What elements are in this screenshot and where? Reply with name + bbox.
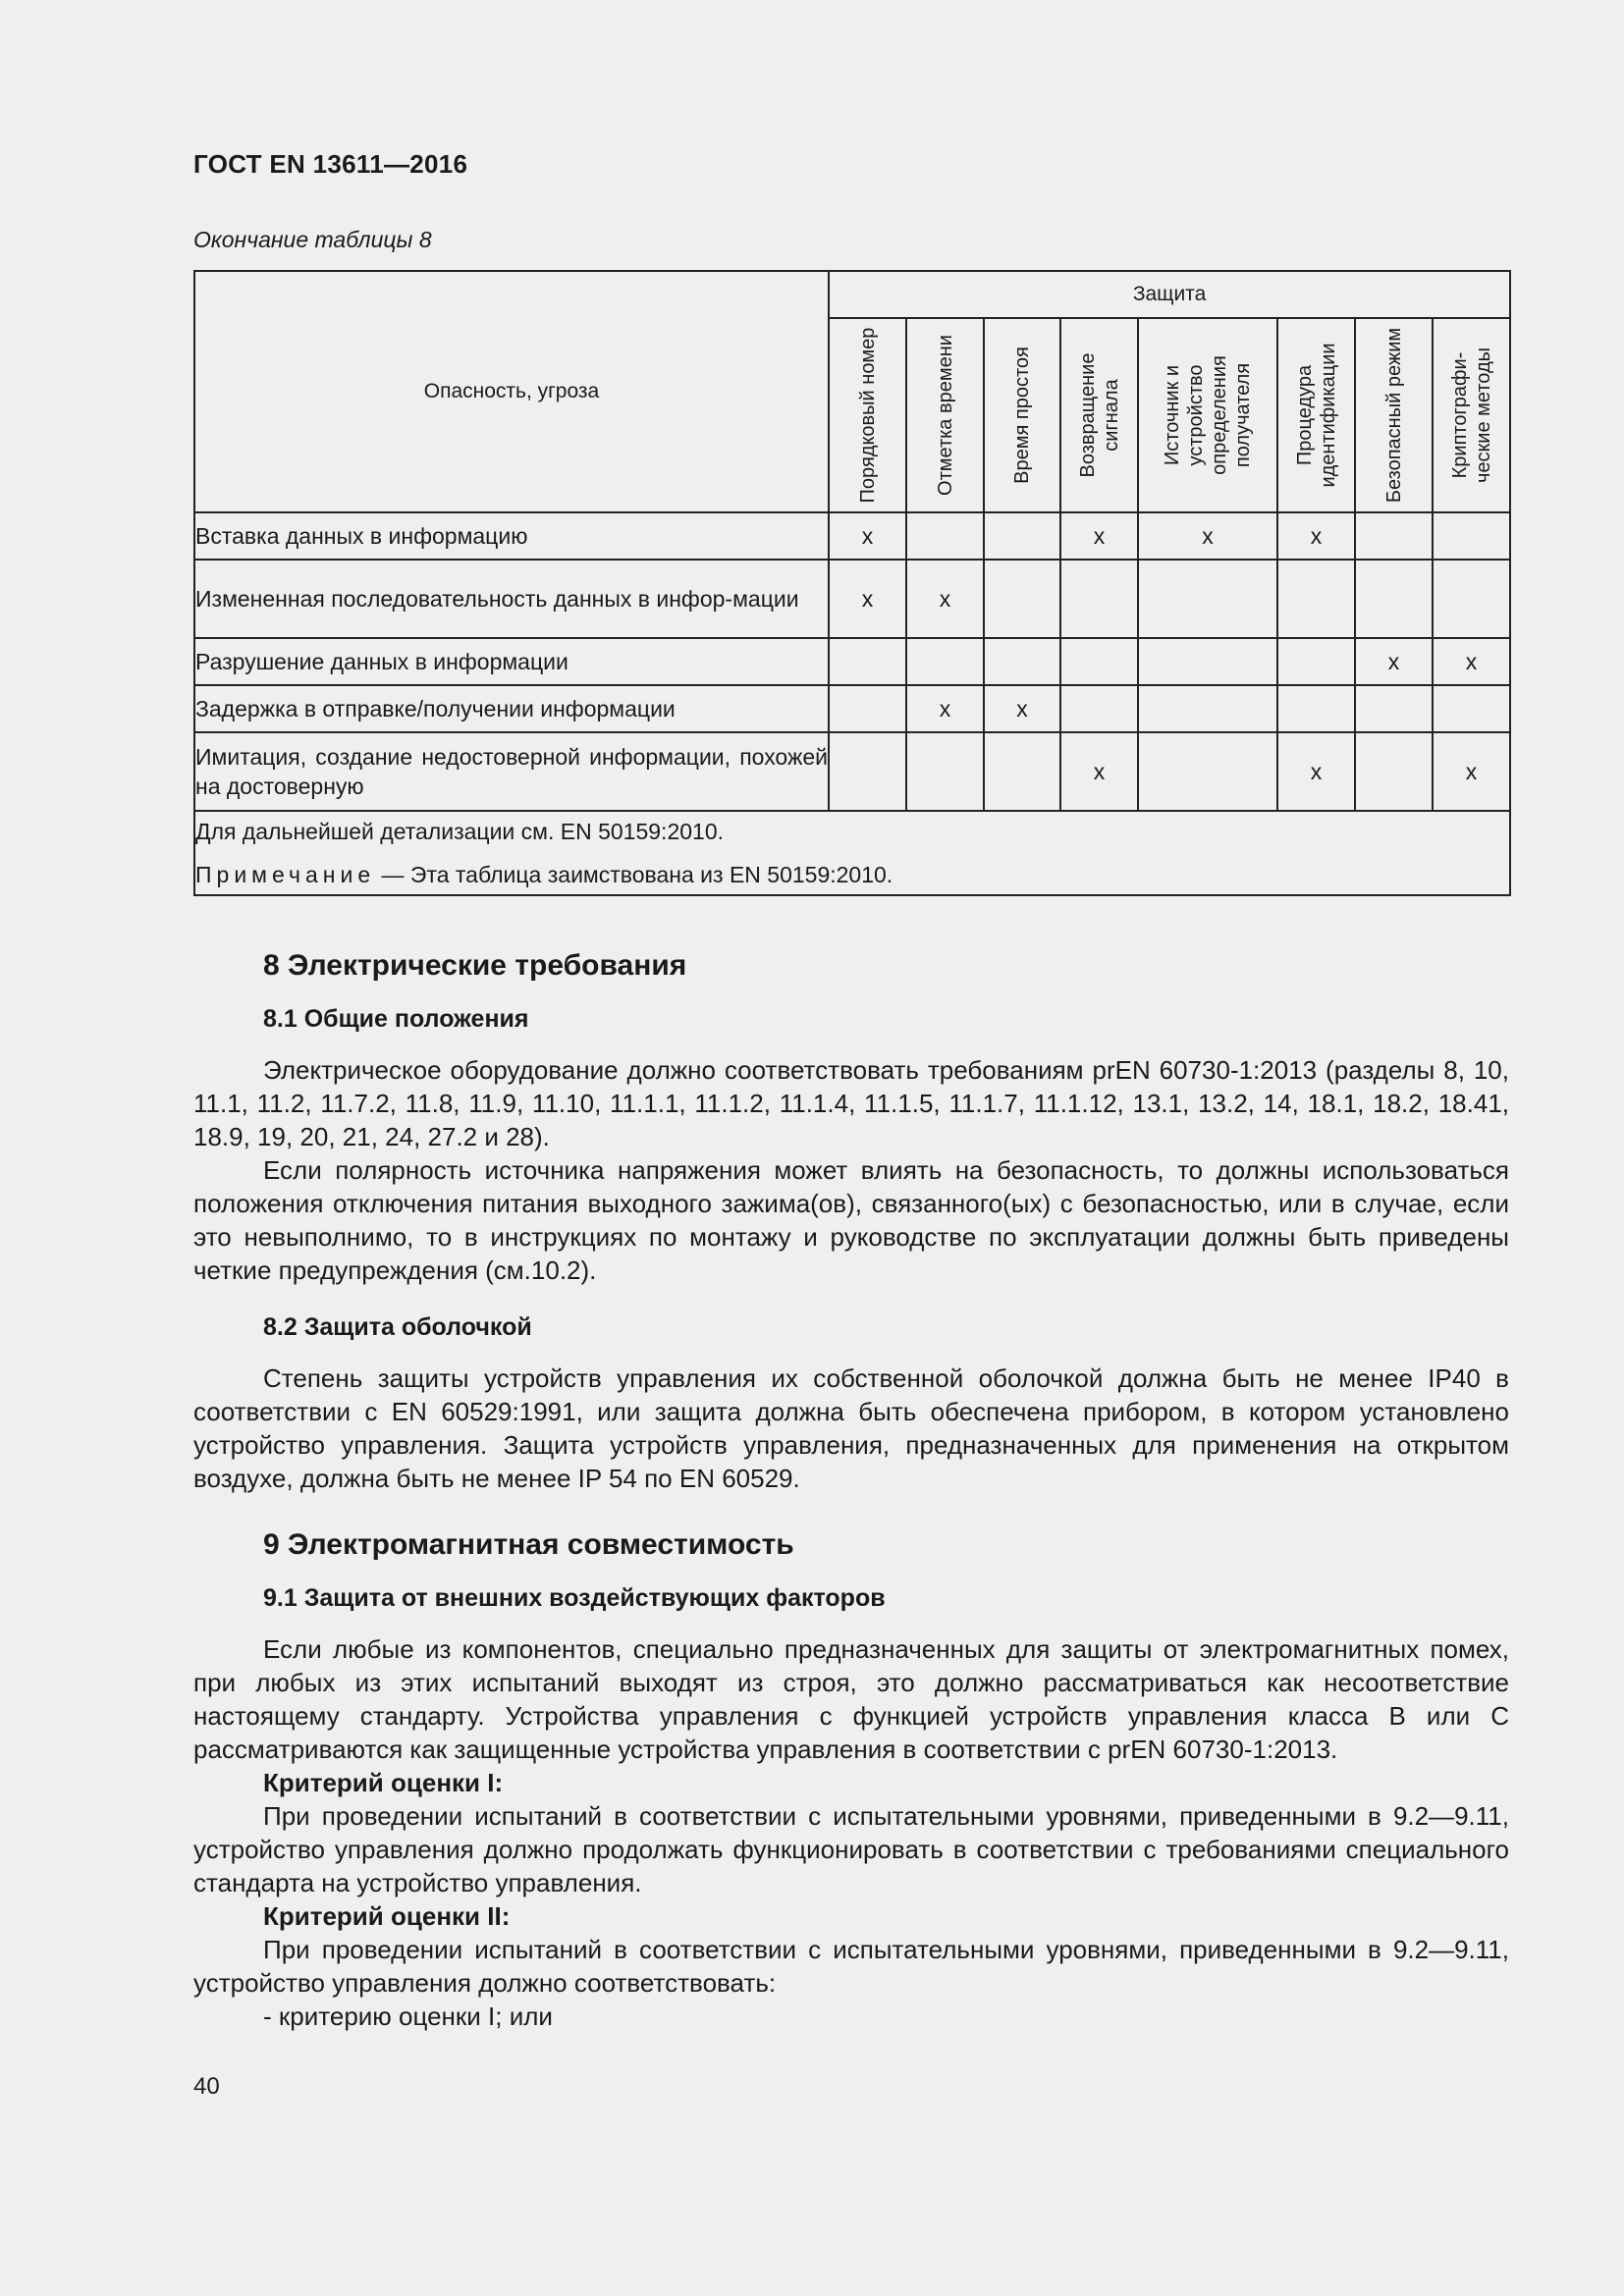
table-notes-row xyxy=(194,811,1510,895)
mark-cell xyxy=(829,685,906,732)
mark-cell xyxy=(906,732,984,811)
section-8-2-paragraph-1: Степень защиты устройств управления их собственной оболочкой должна быть не менее IP40 в соответствии с EN 60529:1991, или защита должна быть обеспечена прибором, в котором установлено устройство управления. Защита устройств управления, предназначенных для применения на открытом воздухе, должна быть не менее IP 54 по EN 60529. xyxy=(193,1363,1509,1493)
mark-cell: x xyxy=(984,685,1060,732)
mark-cell: x xyxy=(1355,638,1433,685)
mark-cell: x xyxy=(906,560,984,638)
table-note xyxy=(195,860,1509,889)
mark-cell xyxy=(1433,685,1510,732)
mark-cell xyxy=(984,638,1060,685)
threat-column-header: Опасность, угроза xyxy=(194,271,829,512)
mark-cell xyxy=(1355,512,1433,560)
section-9-1-paragraph-1: Если любые из компонентов, специально предназначенных для защиты от электромагнитных помех, при любых из этих испытаний выходят из строя, это должно рассматриваться как несоответствие настоящему стандарту. Устройства управления с функцией устройств управления класса В или С рассматриваются как защищенные устройства управления в соответствии с prEN 60730-1:2013. xyxy=(193,1634,1509,1764)
column-header-sequence-number: Порядковый номер xyxy=(829,318,906,512)
note-text: — Эта таблица заимствована из EN 50159:2010. xyxy=(375,862,893,887)
mark-cell xyxy=(984,560,1060,638)
mark-cell: x xyxy=(1277,732,1355,811)
column-header-cryptographic: Криптографи-ческие методы xyxy=(1433,318,1510,512)
threats-protection-table xyxy=(193,270,1511,896)
section-8-title: 8 Электрические требования xyxy=(263,949,687,982)
section-9 xyxy=(193,1528,1509,2033)
mark-cell: x xyxy=(1433,732,1510,811)
section-9-1-title: 9.1 Защита от внешних воздействующих факторов xyxy=(263,1584,886,1612)
column-header-safe-mode: Безопасный режим xyxy=(1355,318,1433,512)
column-header-identification: Процедура идентификации xyxy=(1277,318,1355,512)
criterion-2-label: Критерий оценки II: xyxy=(263,1901,511,1931)
mark-cell xyxy=(1355,560,1433,638)
note-label: Примечание xyxy=(195,862,376,887)
section-8-2-title: 8.2 Защита оболочкой xyxy=(263,1313,532,1341)
mark-cell xyxy=(829,638,906,685)
section-9-title: 9 Электромагнитная совместимость xyxy=(263,1528,794,1561)
threat-cell: Имитация, создание недостоверной информации, похожей на достоверную xyxy=(194,732,829,811)
threat-cell: Разрушение данных в информации xyxy=(194,638,829,685)
mark-cell xyxy=(1433,560,1510,638)
mark-cell xyxy=(1277,560,1355,638)
table-row xyxy=(194,685,1510,732)
mark-cell xyxy=(1433,512,1510,560)
mark-cell: x xyxy=(1060,512,1138,560)
mark-cell: x xyxy=(1138,512,1277,560)
mark-cell xyxy=(906,638,984,685)
mark-cell xyxy=(906,512,984,560)
mark-cell xyxy=(1060,685,1138,732)
page-number: 40 xyxy=(193,2073,220,2100)
mark-cell xyxy=(1138,732,1277,811)
mark-cell: x xyxy=(1060,732,1138,811)
mark-cell xyxy=(1060,638,1138,685)
mark-cell: x xyxy=(1277,512,1355,560)
mark-cell xyxy=(1138,638,1277,685)
mark-cell xyxy=(1277,638,1355,685)
column-header-timeout: Время простоя xyxy=(984,318,1060,512)
column-header-timestamp: Отметка времени xyxy=(906,318,984,512)
table-row xyxy=(194,512,1510,560)
column-header-feedback: Возвращение сигнала xyxy=(1060,318,1138,512)
protection-group-header: Защита xyxy=(829,271,1510,318)
mark-cell: x xyxy=(906,685,984,732)
mark-cell xyxy=(984,512,1060,560)
mark-cell: x xyxy=(829,512,906,560)
mark-cell xyxy=(1060,560,1138,638)
threat-cell: Измененная последовательность данных в инфор-мации xyxy=(194,560,829,638)
table-caption: Окончание таблицы 8 xyxy=(193,227,432,252)
threat-cell: Вставка данных в информацию xyxy=(194,512,829,560)
mark-cell: x xyxy=(1433,638,1510,685)
table-row xyxy=(194,732,1510,811)
mark-cell xyxy=(1138,560,1277,638)
criterion-2-text: При проведении испытаний в соответствии с испытательными уровнями, приведенными в 9.2—9.11, устройство управления должно соответствовать: xyxy=(193,1935,1509,1998)
table-row xyxy=(194,638,1510,685)
mark-cell xyxy=(984,732,1060,811)
section-8-1-paragraph-2: Если полярность источника напряжения может влиять на безопасность, то должны использоваться положения отключения питания выходного зажима(ов), связанного(ых) с безопасностью, или в случае, если это невыполнимо, то в инструкциях по монтажу и руководстве по эксплуатации должны быть приведены четкие предупреждения (см.10.2). xyxy=(193,1155,1509,1285)
section-8 xyxy=(193,949,1509,1495)
document-header: ГОСТ EN 13611—2016 xyxy=(193,149,468,179)
mark-cell xyxy=(829,732,906,811)
mark-cell: x xyxy=(829,560,906,638)
section-8-1-paragraph-1: Электрическое оборудование должно соответствовать требованиям prEN 60730-1:2013 (разделы 8, 10, 11.1, 11.2, 11.7.2, 11.8, 11.9, 11.10, 11.1.1, 11.1.2, 11.1.4, 11.1.5, 11.1.7, 11.1.12, 13.1, 13.2, 14, 18.1, 18.2, 18.41, 18.9, 19, 20, 21, 24, 27.2 и 28). xyxy=(193,1055,1509,1151)
mark-cell xyxy=(1277,685,1355,732)
table-note-detail: Для дальнейшей детализации см. EN 50159:2010. xyxy=(195,819,724,844)
criterion-2-item-1: - критерию оценки I; или xyxy=(263,2002,553,2031)
threat-cell: Задержка в отправке/получении информации xyxy=(194,685,829,732)
column-header-source-destination: Источник и устройство определения получателя xyxy=(1138,318,1277,512)
mark-cell xyxy=(1355,685,1433,732)
mark-cell xyxy=(1138,685,1277,732)
mark-cell xyxy=(1355,732,1433,811)
table-row xyxy=(194,560,1510,638)
section-8-1-title: 8.1 Общие положения xyxy=(263,1005,529,1033)
criterion-1-text: При проведении испытаний в соответствии с испытательными уровнями, приведенными в 9.2—9.11, устройство управления должно продолжать функционировать в соответствии с требованиями специального стандарта на устройство управления. xyxy=(193,1801,1509,1897)
table-notes xyxy=(194,811,1510,895)
criterion-1-label: Критерий оценки I: xyxy=(263,1768,504,1797)
